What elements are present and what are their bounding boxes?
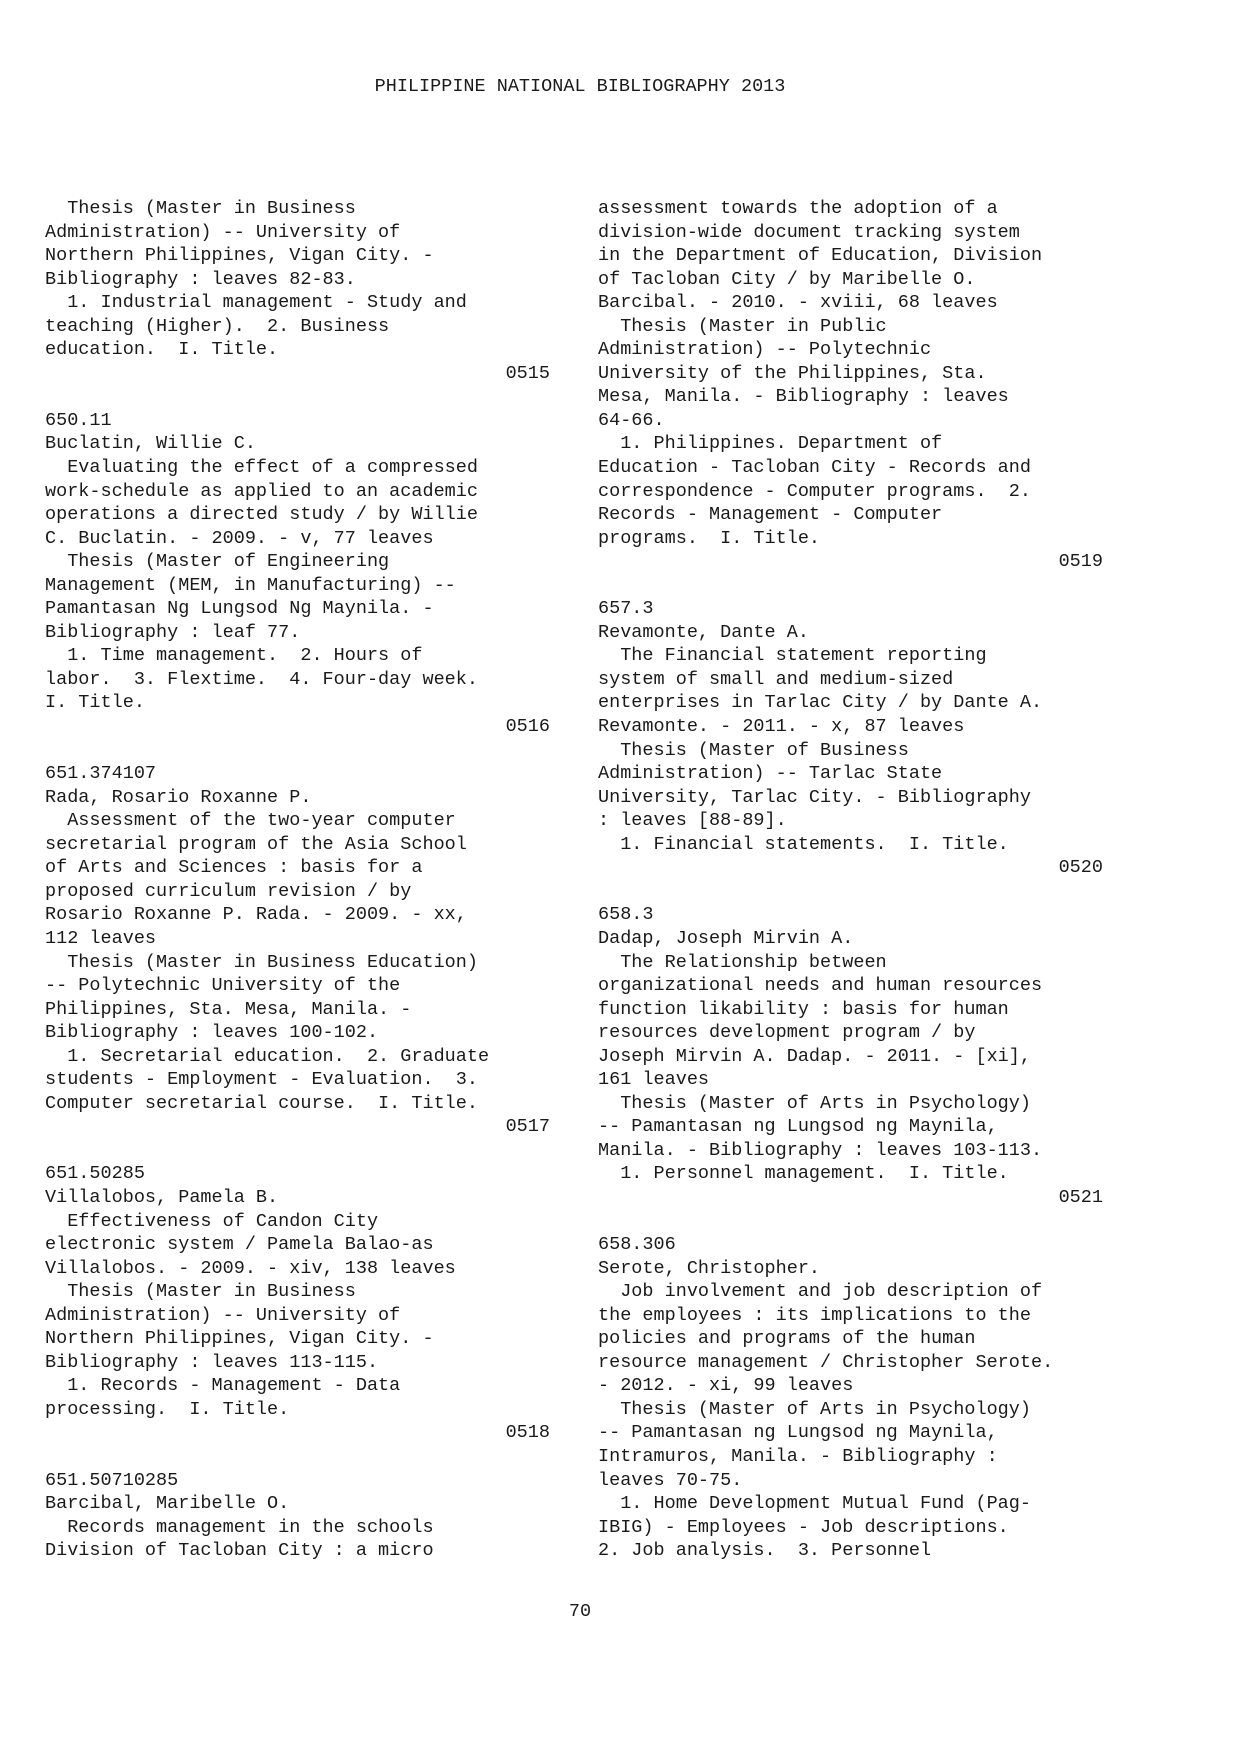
left-column	[45, 197, 550, 1563]
bibliography-line: Records - Management - Computer	[598, 504, 943, 526]
bibliography-line: processing. I. Title.	[45, 1398, 290, 1420]
bibliography-line: University, Tarlac City. - Bibliography	[598, 786, 1031, 808]
bibliography-line: teaching (Higher). 2. Business	[45, 315, 390, 337]
bibliography-line: Dadap, Joseph Mirvin A.	[598, 927, 854, 949]
bibliography-line: of Arts and Sciences : basis for a	[45, 857, 423, 879]
bibliography-line: Bibliography : leaves 113-115.	[45, 1351, 379, 1373]
bibliography-line: Thesis (Master in Business	[45, 198, 356, 219]
bibliography-line: resources development program / by	[598, 1022, 976, 1044]
bibliography-line: Joseph Mirvin A. Dadap. - 2011. - [xi],	[598, 1045, 1031, 1067]
bibliography-line: Education - Tacloban City - Records and	[598, 457, 1031, 479]
blank-line	[45, 385, 550, 409]
bibliography-line: 1. Time management. 2. Hours of	[45, 645, 423, 667]
bibliography-line: programs. I. Title.	[598, 527, 821, 549]
bibliography-line: Rosario Roxanne P. Rada. - 2009. - xx,	[45, 904, 467, 926]
bibliography-line: resource management / Christopher Serote.	[598, 1351, 1054, 1373]
bibliography-line: 1. Home Development Mutual Fund (Pag-	[598, 1493, 1031, 1515]
page-header: PHILIPPINE NATIONAL BIBLIOGRAPHY 2013	[374, 76, 786, 97]
bibliography-line: 1. Records - Management - Data	[45, 1375, 401, 1397]
bibliography-line: 1. Industrial management - Study and	[45, 292, 467, 314]
bibliography-line: 1. Philippines. Department of	[598, 433, 943, 455]
bibliography-line: 658.306	[598, 1234, 676, 1256]
bibliography-line: Serote, Christopher.	[598, 1257, 821, 1279]
bibliography-line: 658.3	[598, 904, 654, 926]
entry-number: 0520	[1058, 857, 1103, 879]
bibliography-line: -- Polytechnic University of the	[45, 975, 401, 997]
bibliography-line: organizational needs and human resources	[598, 975, 1043, 997]
bibliography-line: Thesis (Master in Public	[598, 315, 887, 337]
bibliography-line: 657.3	[598, 598, 654, 620]
bibliography-line: 651.374107	[45, 763, 157, 785]
bibliography-line: 1. Financial statements. I. Title.	[598, 833, 1009, 855]
bibliography-line: Records management in the schools	[45, 1516, 434, 1538]
blank-line	[45, 739, 550, 763]
bibliography-line: University of the Philippines, Sta.	[598, 362, 987, 384]
bibliography-line: in the Department of Education, Division	[598, 245, 1043, 267]
bibliography-line: 651.50710285	[45, 1469, 179, 1491]
bibliography-line: Management (MEM, in Manufacturing) --	[45, 574, 456, 596]
entry-number: 0521	[1058, 1186, 1103, 1208]
bibliography-line: labor. 3. Flextime. 4. Four-day week.	[45, 668, 478, 690]
bibliography-line: leaves 70-75.	[598, 1469, 743, 1491]
bibliography-line: Bibliography : leaves 100-102.	[45, 1022, 379, 1044]
bibliography-line: 1. Personnel management. I. Title.	[598, 1163, 1009, 1185]
bibliography-line: Buclatin, Willie C.	[45, 433, 256, 455]
bibliography-line: Thesis (Master of Business	[598, 739, 909, 761]
bibliography-line: policies and programs of the human	[598, 1328, 976, 1350]
bibliography-line: 2. Job analysis. 3. Personnel	[598, 1540, 932, 1562]
bibliography-line: -- Pamantasan ng Lungsod ng Maynila,	[598, 1116, 998, 1138]
right-column	[598, 197, 1103, 1563]
bibliography-line: Barcibal. - 2010. - xviii, 68 leaves	[598, 292, 998, 314]
bibliography-line: Division of Tacloban City : a micro	[45, 1540, 434, 1562]
bibliography-line: Job involvement and job description of	[598, 1281, 1043, 1303]
bibliography-line: The Relationship between	[598, 951, 887, 973]
bibliography-line: I. Title.	[45, 692, 145, 714]
bibliography-line: assessment towards the adoption of a	[598, 198, 998, 219]
blank-line	[45, 1139, 550, 1163]
bibliography-line: Administration) -- University of	[45, 221, 401, 243]
bibliography-line: Barcibal, Maribelle O.	[45, 1493, 290, 1515]
bibliography-line: 64-66.	[598, 409, 665, 431]
bibliography-line: Northern Philippines, Vigan City. -	[45, 1328, 434, 1350]
bibliography-line: 650.11	[45, 409, 112, 431]
bibliography-line: Villalobos, Pamela B.	[45, 1186, 279, 1208]
bibliography-line: Mesa, Manila. - Bibliography : leaves	[598, 386, 1009, 408]
page-number: 70	[568, 1601, 592, 1622]
bibliography-line: 161 leaves	[598, 1069, 710, 1091]
entry-number: 0516	[505, 716, 550, 738]
bibliography-line: Administration) -- University of	[45, 1304, 401, 1326]
bibliography-line: Bibliography : leaves 82-83.	[45, 268, 356, 290]
bibliography-line: operations a directed study / by Willie	[45, 504, 478, 526]
bibliography-line: Philippines, Sta. Mesa, Manila. -	[45, 998, 412, 1020]
bibliography-line: Thesis (Master in Business	[45, 1281, 356, 1303]
entry-number: 0519	[1058, 551, 1103, 573]
bibliography-line: Effectiveness of Candon City	[45, 1210, 379, 1232]
entry-number: 0518	[505, 1422, 550, 1444]
bibliography-line: Manila. - Bibliography : leaves 103-113.	[598, 1139, 1043, 1161]
bibliography-line: function likability : basis for human	[598, 998, 1009, 1020]
bibliography-line: Thesis (Master of Arts in Psychology)	[598, 1398, 1031, 1420]
bibliography-line: Assessment of the two-year computer	[45, 810, 456, 832]
bibliography-line: work-schedule as applied to an academic	[45, 480, 478, 502]
bibliography-line: Administration) -- Polytechnic	[598, 339, 932, 361]
bibliography-line: 1. Secretarial education. 2. Graduate	[45, 1045, 490, 1067]
bibliography-line: Pamantasan Ng Lungsod Ng Maynila. -	[45, 598, 434, 620]
bibliography-line: electronic system / Pamela Balao-as	[45, 1234, 434, 1256]
bibliography-line: Northern Philippines, Vigan City. -	[45, 245, 434, 267]
bibliography-line: Thesis (Master in Business Education)	[45, 951, 478, 973]
bibliography-line: correspondence - Computer programs. 2.	[598, 480, 1031, 502]
bibliography-line: : leaves [88-89].	[598, 810, 787, 832]
bibliography-line: students - Employment - Evaluation. 3.	[45, 1069, 478, 1091]
bibliography-line: Bibliography : leaf 77.	[45, 621, 301, 643]
bibliography-line: Intramuros, Manila. - Bibliography :	[598, 1445, 998, 1467]
bibliography-line: Evaluating the effect of a compressed	[45, 457, 478, 479]
blank-line	[598, 1210, 1103, 1234]
bibliography-line: 112 leaves	[45, 927, 157, 949]
bibliography-line: -- Pamantasan ng Lungsod ng Maynila,	[598, 1422, 998, 1444]
bibliography-line: the employees : its implications to the	[598, 1304, 1031, 1326]
entry-number: 0517	[505, 1116, 550, 1138]
bibliography-line: Computer secretarial course. I. Title.	[45, 1092, 478, 1114]
bibliography-line: secretarial program of the Asia School	[45, 833, 467, 855]
bibliography-line: - 2012. - xi, 99 leaves	[598, 1375, 854, 1397]
bibliography-line: proposed curriculum revision / by	[45, 880, 412, 902]
bibliography-line: education. I. Title.	[45, 339, 279, 361]
bibliography-line: system of small and medium-sized	[598, 668, 954, 690]
bibliography-line: enterprises in Tarlac City / by Dante A.	[598, 692, 1043, 714]
blank-line	[45, 1445, 550, 1469]
bibliography-line: division-wide document tracking system	[598, 221, 1020, 243]
bibliography-line: C. Buclatin. - 2009. - v, 77 leaves	[45, 527, 434, 549]
bibliography-line: The Financial statement reporting	[598, 645, 987, 667]
bibliography-line: Revamonte, Dante A.	[598, 621, 809, 643]
entry-number: 0515	[505, 362, 550, 384]
bibliography-line: Rada, Rosario Roxanne P.	[45, 786, 312, 808]
blank-line	[598, 880, 1103, 904]
bibliography-line: Administration) -- Tarlac State	[598, 763, 943, 785]
bibliography-line: IBIG) - Employees - Job descriptions.	[598, 1516, 1009, 1538]
bibliography-line: Thesis (Master of Arts in Psychology)	[598, 1092, 1031, 1114]
bibliography-line: Villalobos. - 2009. - xiv, 138 leaves	[45, 1257, 456, 1279]
blank-line	[598, 574, 1103, 598]
bibliography-line: Thesis (Master of Engineering	[45, 551, 390, 573]
bibliography-line: 651.50285	[45, 1163, 145, 1185]
bibliography-line: Revamonte. - 2011. - x, 87 leaves	[598, 716, 965, 738]
bibliography-line: of Tacloban City / by Maribelle O.	[598, 268, 976, 290]
